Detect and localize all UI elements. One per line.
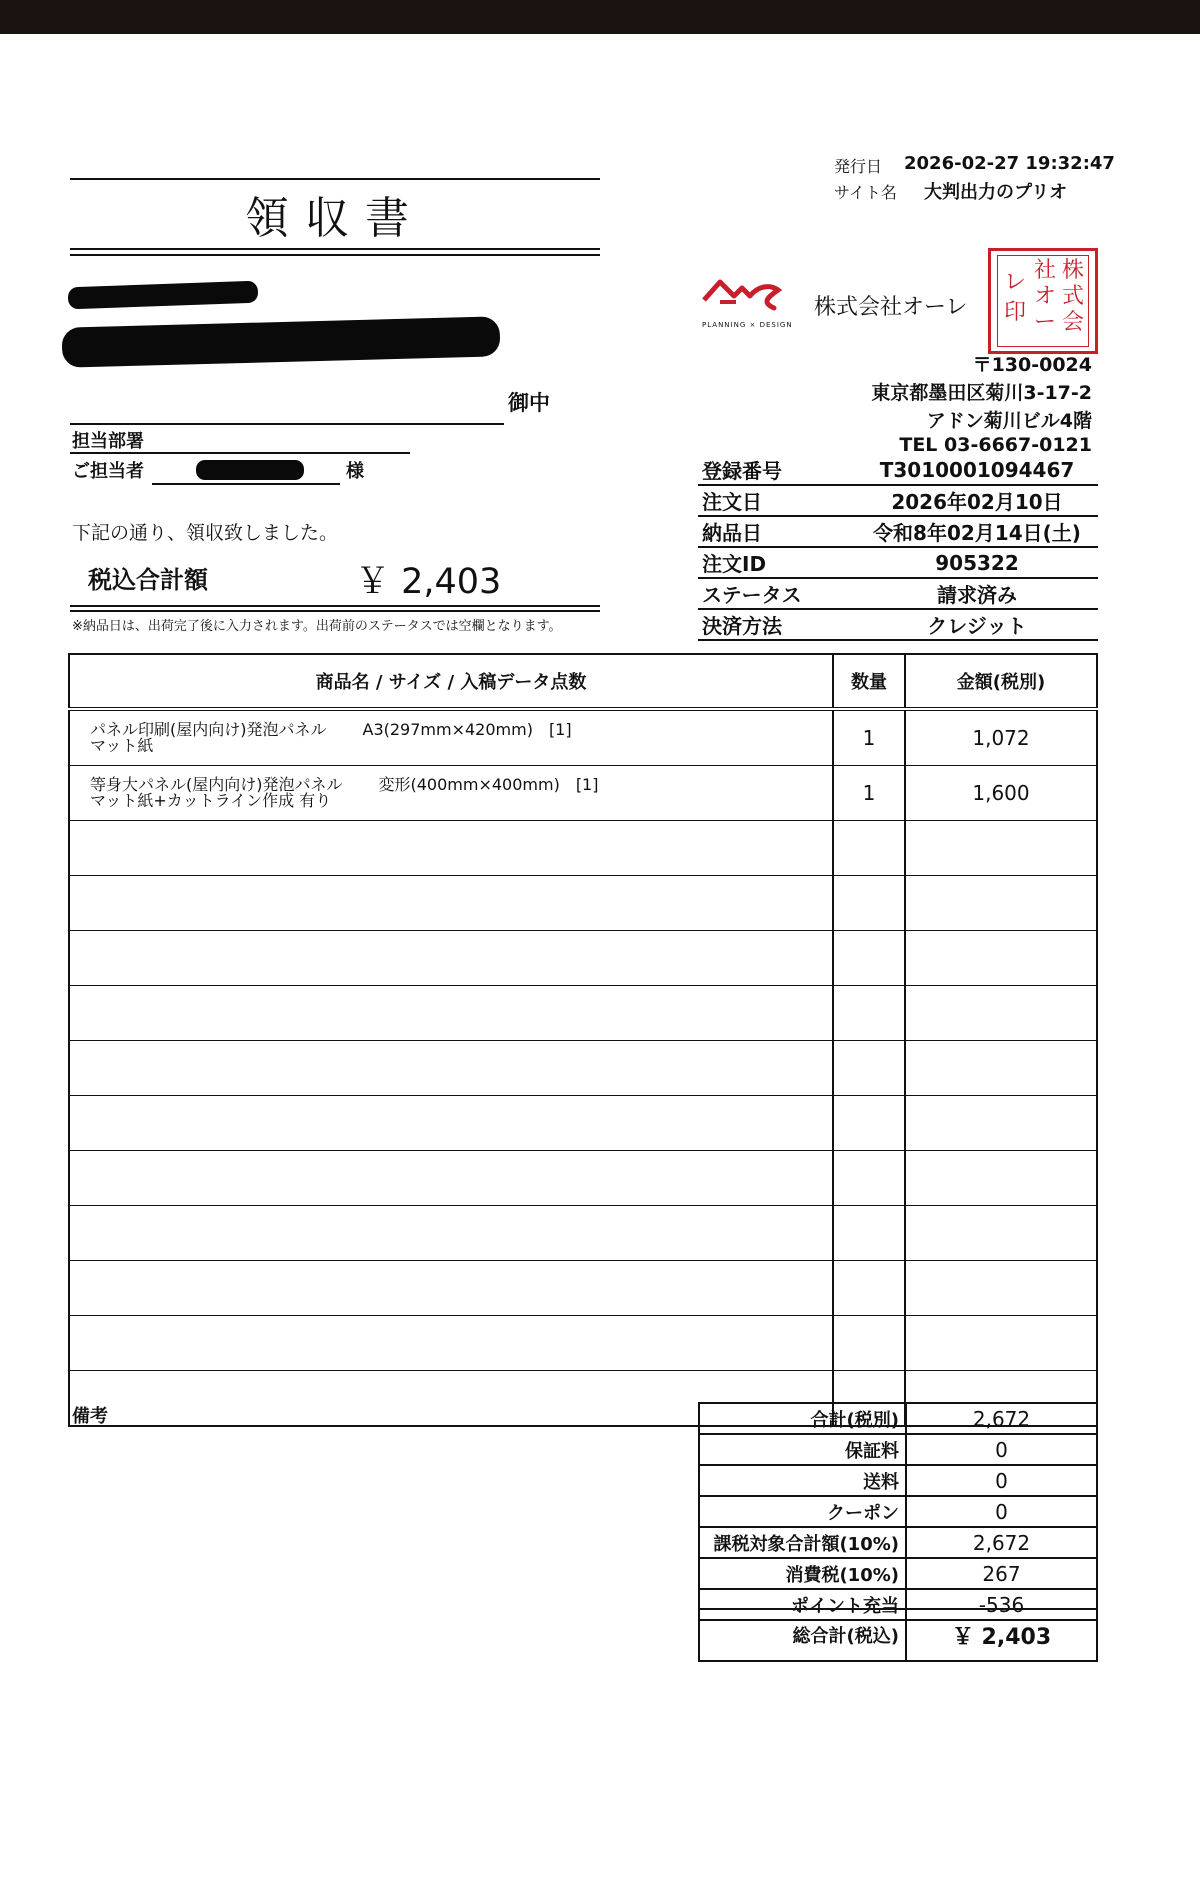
table-row <box>69 766 1097 821</box>
total-rule-1 <box>70 605 600 607</box>
issue-date-label: 発行日 <box>834 157 883 176</box>
logo-mark-icon <box>700 272 790 322</box>
empty-row <box>69 1261 1097 1316</box>
grand-total-row <box>699 1609 1097 1661</box>
title-rule-bottom-2 <box>70 254 600 256</box>
item-qty: 1 <box>833 709 905 766</box>
grand-total-label: 総合計(税込) <box>699 1609 906 1661</box>
title-rule-bottom-1 <box>70 248 600 250</box>
recipient-rule <box>70 423 504 425</box>
grand-total-table <box>698 1608 1098 1662</box>
delivery-note: ※納品日は、出荷完了後に入力されます。出荷前のステータスでは空欄となります。 <box>72 619 562 634</box>
total-rule-2 <box>70 610 600 612</box>
order-info-row <box>698 578 1098 609</box>
table-row <box>69 709 1097 766</box>
total-label: 税込合計額 <box>88 566 208 594</box>
issue-date-value: 2026-02-27 19:32:47 <box>904 153 1115 174</box>
empty-row <box>69 1096 1097 1151</box>
col-header-qty: 数量 <box>833 654 905 709</box>
seal-char: レ <box>1003 270 1026 295</box>
order-info-label: 注文日 <box>698 485 856 516</box>
dept-rule <box>70 452 410 454</box>
item-name-line-2: マット紙+カットライン作成 有り <box>90 791 332 810</box>
totals-label: ポイント充当 <box>699 1589 906 1620</box>
order-info-table <box>698 455 1098 641</box>
company-postal: 〒130-0024 <box>972 354 1092 376</box>
empty-row <box>69 876 1097 931</box>
seal-char: 社 <box>1033 258 1056 283</box>
empty-row <box>69 1206 1097 1261</box>
item-size: A3(297mm×420mm) [1] <box>362 720 572 739</box>
company-tel: TEL 03-6667-0121 <box>899 434 1092 456</box>
totals-value: 2,672 <box>906 1527 1097 1558</box>
totals-table <box>698 1402 1098 1621</box>
item-name-cell <box>69 766 833 821</box>
item-qty: 1 <box>833 766 905 821</box>
site-name-value: 大判出力のプリオ <box>924 182 1068 203</box>
order-info-label: ステータス <box>698 578 856 609</box>
seal-char: 印 <box>1003 300 1026 325</box>
seal-char: 式 <box>1061 284 1084 309</box>
items-header-row <box>69 654 1097 709</box>
totals-row <box>699 1434 1097 1465</box>
item-name-line-2: マット紙 <box>90 736 154 755</box>
totals-value: 0 <box>906 1434 1097 1465</box>
company-name: 株式会社オーレ <box>814 295 968 320</box>
person-rule <box>152 483 340 485</box>
person-label: ご担当者 <box>72 461 144 482</box>
recipient-suffix: 御中 <box>508 391 550 415</box>
item-amount: 1,072 <box>905 709 1097 766</box>
empty-row <box>69 1151 1097 1206</box>
order-info-row <box>698 547 1098 578</box>
items-table <box>68 653 1098 1427</box>
totals-label: 消費税(10%) <box>699 1558 906 1589</box>
empty-row <box>69 1316 1097 1371</box>
totals-label: 送料 <box>699 1465 906 1496</box>
item-name-cell <box>69 709 833 766</box>
totals-row <box>699 1527 1097 1558</box>
item-name-line-1: 等身大パネル(屋内向け)発泡パネル <box>90 775 343 794</box>
order-info-row <box>698 516 1098 547</box>
order-info-row <box>698 455 1098 485</box>
order-info-value: T3010001094467 <box>856 455 1098 485</box>
order-info-label: 納品日 <box>698 516 856 547</box>
order-info-row <box>698 485 1098 516</box>
empty-row <box>69 821 1097 876</box>
seal-char: 株 <box>1061 258 1084 283</box>
totals-row <box>699 1496 1097 1527</box>
redaction-mark <box>68 281 259 310</box>
item-name-line-1: パネル印刷(屋内向け)発泡パネル <box>90 720 327 739</box>
company-seal <box>988 248 1098 354</box>
order-info-value: 請求済み <box>856 578 1098 609</box>
page-title: 領収書 <box>245 193 425 244</box>
item-amount: 1,600 <box>905 766 1097 821</box>
order-info-row <box>698 609 1098 640</box>
grand-total-value: ￥ 2,403 <box>906 1609 1097 1661</box>
totals-value: 0 <box>906 1465 1097 1496</box>
order-info-value: クレジット <box>856 609 1098 640</box>
totals-row <box>699 1403 1097 1434</box>
order-info-label: 注文ID <box>698 547 856 578</box>
site-name-label: サイト名 <box>834 183 897 202</box>
order-info-label: 決済方法 <box>698 609 856 640</box>
col-header-amount: 金額(税別) <box>905 654 1097 709</box>
logo-subtitle: PLANNING × DESIGN <box>702 321 793 329</box>
totals-value: -536 <box>906 1589 1097 1620</box>
totals-value: 267 <box>906 1558 1097 1589</box>
seal-char: 会 <box>1061 310 1084 335</box>
totals-label: 合計(税別) <box>699 1403 906 1434</box>
person-suffix: 様 <box>346 461 364 482</box>
order-info-label: 登録番号 <box>698 455 856 485</box>
company-logo <box>700 272 790 326</box>
col-header-product: 商品名 / サイズ / 入稿データ点数 <box>69 654 833 709</box>
remarks-label: 備考 <box>72 1406 108 1427</box>
totals-value: 2,672 <box>906 1403 1097 1434</box>
receipt-message: 下記の通り、領収致しました。 <box>72 522 339 544</box>
totals-label: クーポン <box>699 1496 906 1527</box>
empty-row <box>69 986 1097 1041</box>
company-address-2: アドン菊川ビル4階 <box>926 410 1092 432</box>
totals-label: 保証料 <box>699 1434 906 1465</box>
top-bar <box>0 0 1200 34</box>
seal-char: ー <box>1033 310 1056 335</box>
redaction-mark <box>62 316 501 367</box>
redaction-mark <box>196 460 304 480</box>
totals-row <box>699 1465 1097 1496</box>
totals-value: 0 <box>906 1496 1097 1527</box>
order-info-value: 令和8年02月14日(土) <box>856 516 1098 547</box>
order-info-value: 905322 <box>856 547 1098 578</box>
totals-row <box>699 1558 1097 1589</box>
empty-row <box>69 1041 1097 1096</box>
seal-char: オ <box>1033 284 1056 309</box>
total-value: ￥ 2,403 <box>355 562 502 602</box>
dept-label: 担当部署 <box>72 431 144 452</box>
totals-label: 課税対象合計額(10%) <box>699 1527 906 1558</box>
company-address-1: 東京都墨田区菊川3-17-2 <box>871 382 1092 404</box>
order-info-value: 2026年02月10日 <box>856 485 1098 516</box>
item-size: 変形(400mm×400mm) [1] <box>378 775 599 794</box>
empty-row <box>69 931 1097 986</box>
title-rule-top <box>70 178 600 180</box>
